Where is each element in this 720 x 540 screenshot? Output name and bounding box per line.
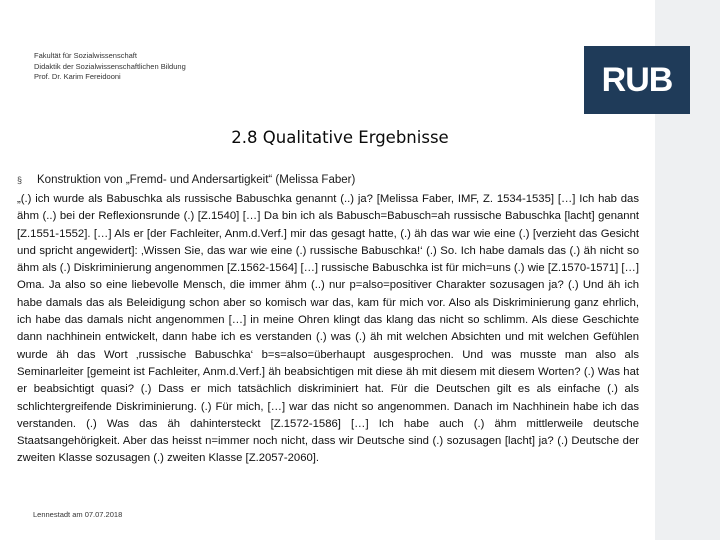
slide-title: 2.8 Qualitative Ergebnisse <box>231 128 449 147</box>
header-block <box>34 51 186 83</box>
department-label: Didaktik der Sozialwissenschaftlichen Bildung <box>34 61 186 71</box>
rub-logo <box>584 46 690 114</box>
bullet-icon: § <box>17 175 23 185</box>
footer-text: Lennestadt am 07.07.2018 <box>33 510 123 519</box>
faculty-label: Fakultät für Sozialwissenschaft <box>34 51 137 60</box>
bullet-heading-line <box>17 174 355 186</box>
bullet-heading: Konstruktion von „Fremd- und Andersartigkeit“ (Melissa Faber) <box>37 174 356 186</box>
professor-label: Prof. Dr. Karim Fereidooni <box>34 72 121 81</box>
interview-quote: „(.) ich wurde als Babuschka als russische Babuschka genannt (..) ja? [Melissa Faber, IMF, Z. 1534-1535] […] Ich hab das ähm (..) bei der Reflexionsrunde (.) [Z.1540] […] Da bin ich als Babusch=Babusch=ah russische Babuschka [lacht] genannt [Z.1551-1552]. […] Als er [der Fachleiter, Anm.d.Verf.] mir das gesagt hatte, (.) äh das war wie eine (.) [verzieht das Gesicht und spricht angewidert]: ‚Wissen Sie, das war wie eine (.) russische Babuschka!‘ (.) So. Ich habe damals das (.) äh nicht so ähm als (.) Diskriminierung angenommen [Z.1562-1564] […] russische Babuschka ist für mich=uns (.) wie [Z.1570-1571] […] Oma. Ja also so eine liebevolle Mensch, die immer ähm (..) nur p=also=positiver Charakter sozusagen ja? (.) Und äh ich habe damals das als Beleidigung schon aber so komisch war das, kam für mich vor. Also als Diskriminierung ganz ehrlich, ich habe das damals nicht angenommen […] in meine Ohren klingt das klang das nicht so schlimm. Als diese Geschichte dann nachhinein entwickelt, dann habe ich es verstanden (.) was (.) äh mit welchen Absichten und mit welchen Gefühlen wurde äh das Wort ‚russische Babuschka‘ b=s=also=überhaupt ausgesprochen. Und was musste man also als Seminarleiter [gemeint ist Fachleiter, Anm.d.Verf.] äh beabsichtigen mit diese äh mit diesem mit diesem Worten? (.) Was hat er beabsichtigt quasi? (.) Dass er mich tatsächlich diskriminiert hat. Für die Deutschen gilt es als einfache (.) als schlichtergreifende Diskriminierung. (.) Für mich, […] war das nicht so angenommen. Danach im Nachhinein habe ich das verstanden. (.) Was das äh dahintersteckt [Z.1572-1586] […] Ich habe auch (.) ähm mittlerweile deutsche Staatsangehörigkeit. Aber das heisst n=immer noch nicht, dass wir Deutsche sind (.) sozusagen [lacht] ja? (.) Deutsche der zweiten Klasse sozusagen (.) zweiten Klasse [Z.2057-2060]. <box>17 193 639 465</box>
logo-text: RUB <box>601 60 673 99</box>
